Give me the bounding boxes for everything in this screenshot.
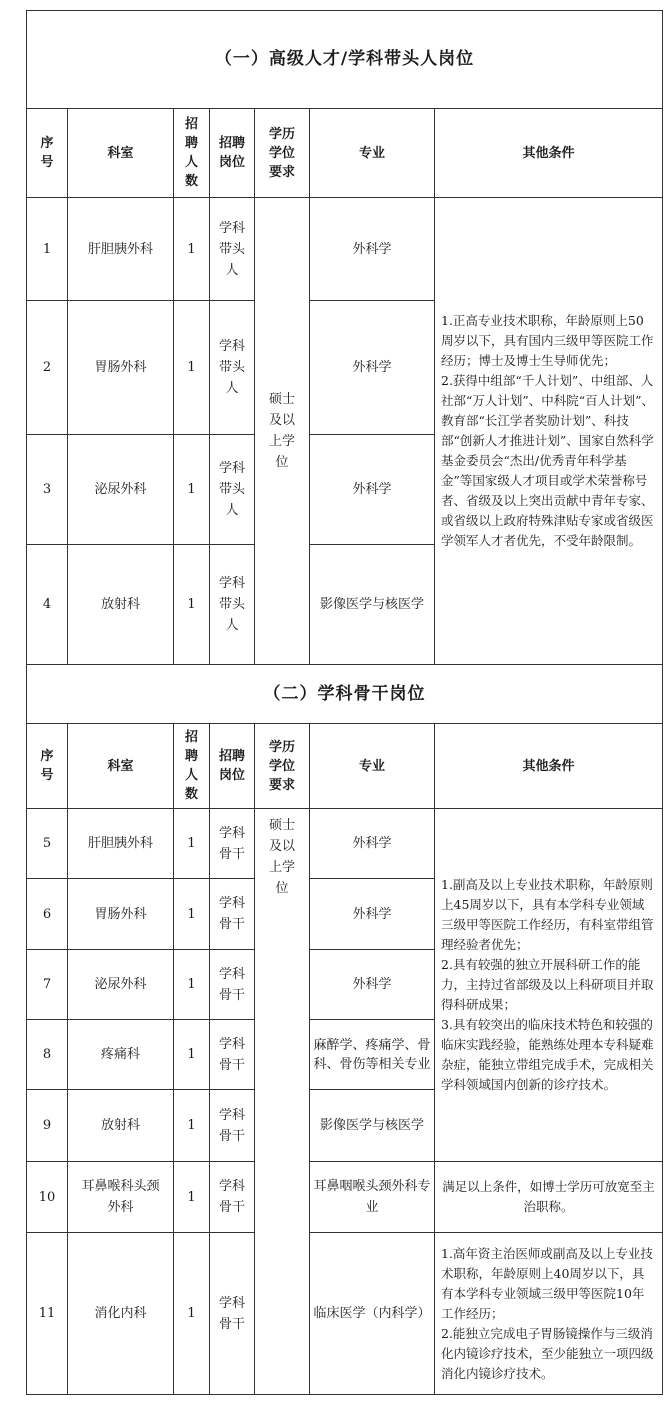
section2-other-conditions: 1.副高及以上专业技术职称，年龄原则上45周岁以下，具有本学科专业领域三级甲等医院工作经历，有科室带组管理经验者优先； 2.具有较强的独立开展科研工作的能力，主持过省部级及以上科研项目并取得科研成果； 3.具有较突出的临床技术特色和较强的临床实践经验，能熟练处理本专科疑难杂症，能独立带组完成手术，完成相关学科领域国内创新的诊疗技术。 bbox=[435, 809, 663, 1162]
row-count: 1 bbox=[174, 1090, 210, 1162]
row-dept: 消化内科 bbox=[68, 1233, 174, 1395]
row-major: 临床医学（内科学） bbox=[310, 1233, 435, 1395]
row-major: 外科学 bbox=[310, 950, 435, 1020]
row-post: 学科骨干 bbox=[210, 1162, 255, 1233]
row-dept: 胃肠外科 bbox=[68, 879, 174, 950]
section2-title: （二）学科骨干岗位 bbox=[27, 665, 663, 724]
section2-other-phd-note: 满足以上条件，如博士学历可放宽至主治职称。 bbox=[435, 1162, 663, 1233]
row-major: 外科学 bbox=[310, 809, 435, 879]
section2-other-gi-conditions: 1.高年资主治医师或副高及以上专业技术职称，年龄原则上40周岁以下，具有本学科专业领域三级甲等医院10年工作经历； 2.能独立完成电子胃肠镜操作与三级消化内镜诊疗技术，至少能独立一项四级消化内镜诊疗技术。 bbox=[435, 1233, 663, 1395]
row-seq: 3 bbox=[27, 435, 68, 545]
section2-degree: 硕士及以上学位 bbox=[255, 809, 310, 1395]
table-row bbox=[27, 809, 663, 879]
row-post: 学科带头人 bbox=[210, 198, 255, 301]
row-major: 影像医学与核医学 bbox=[310, 545, 435, 665]
header-seq: 序号 bbox=[27, 724, 68, 809]
row-major: 麻醉学、疼痛学、骨科、骨伤等相关专业 bbox=[310, 1020, 435, 1090]
header-dept: 科室 bbox=[68, 109, 174, 198]
row-major: 外科学 bbox=[310, 435, 435, 545]
header-other: 其他条件 bbox=[435, 109, 663, 198]
row-post: 学科带头人 bbox=[210, 435, 255, 545]
header-count: 招聘人数 bbox=[174, 724, 210, 809]
row-dept: 耳鼻喉科头颈外科 bbox=[68, 1162, 174, 1233]
row-post: 学科带头人 bbox=[210, 545, 255, 665]
row-dept: 胃肠外科 bbox=[68, 301, 174, 435]
row-count: 1 bbox=[174, 809, 210, 879]
row-post: 学科骨干 bbox=[210, 950, 255, 1020]
row-count: 1 bbox=[174, 301, 210, 435]
row-dept: 放射科 bbox=[68, 545, 174, 665]
row-seq: 11 bbox=[27, 1233, 68, 1395]
row-post: 学科骨干 bbox=[210, 879, 255, 950]
row-seq: 7 bbox=[27, 950, 68, 1020]
header-dept: 科室 bbox=[68, 724, 174, 809]
table-row bbox=[27, 1233, 663, 1395]
row-post: 学科骨干 bbox=[210, 1020, 255, 1090]
header-other: 其他条件 bbox=[435, 724, 663, 809]
row-dept: 肝胆胰外科 bbox=[68, 809, 174, 879]
row-post: 学科带头人 bbox=[210, 301, 255, 435]
row-count: 1 bbox=[174, 435, 210, 545]
header-post: 招聘岗位 bbox=[210, 109, 255, 198]
section1-header-row bbox=[27, 109, 663, 198]
row-seq: 1 bbox=[27, 198, 68, 301]
section1-other-conditions: 1.正高专业技术职称，年龄原则上50周岁以下，具有国内三级甲等医院工作经历；博士及博士生导师优先； 2.获得中组部“千人计划”、中组部、人社部“万人计划”、中科院“百人计划”、教育部“长江学者奖励计划”、科技部“创新人才推进计划”、国家自然科学基金委员会“杰出/优秀青年科学基金”等国家级人才项目或学术荣誉称号者、省级及以上突出贡献中青年专家、或省级以上政府特殊津贴专家或省级医学领军人才者优先，不受年龄限制。 bbox=[435, 198, 663, 665]
row-major: 外科学 bbox=[310, 879, 435, 950]
header-degree: 学历学位要求 bbox=[255, 724, 310, 809]
row-dept: 泌尿外科 bbox=[68, 950, 174, 1020]
row-dept: 肝胆胰外科 bbox=[68, 198, 174, 301]
row-count: 1 bbox=[174, 1233, 210, 1395]
row-major: 外科学 bbox=[310, 198, 435, 301]
row-dept: 放射科 bbox=[68, 1090, 174, 1162]
row-count: 1 bbox=[174, 1162, 210, 1233]
table-row bbox=[27, 198, 663, 301]
row-dept: 疼痛科 bbox=[68, 1020, 174, 1090]
header-major: 专业 bbox=[310, 109, 435, 198]
header-degree: 学历学位要求 bbox=[255, 109, 310, 198]
row-seq: 2 bbox=[27, 301, 68, 435]
header-seq: 序号 bbox=[27, 109, 68, 198]
section2-header-row bbox=[27, 724, 663, 809]
section2-title-row bbox=[27, 665, 663, 724]
row-seq: 4 bbox=[27, 545, 68, 665]
header-post: 招聘岗位 bbox=[210, 724, 255, 809]
row-count: 1 bbox=[174, 198, 210, 301]
row-count: 1 bbox=[174, 1020, 210, 1090]
row-major: 影像医学与核医学 bbox=[310, 1090, 435, 1162]
row-major: 耳鼻咽喉头颈外科专业 bbox=[310, 1162, 435, 1233]
header-count: 招聘人数 bbox=[174, 109, 210, 198]
row-seq: 6 bbox=[27, 879, 68, 950]
row-dept: 泌尿外科 bbox=[68, 435, 174, 545]
row-major: 外科学 bbox=[310, 301, 435, 435]
row-post: 学科骨干 bbox=[210, 809, 255, 879]
header-major: 专业 bbox=[310, 724, 435, 809]
row-count: 1 bbox=[174, 950, 210, 1020]
recruitment-document bbox=[26, 10, 662, 1408]
row-post: 学科骨干 bbox=[210, 1233, 255, 1395]
section1-title-row bbox=[27, 11, 663, 109]
table-row bbox=[27, 1162, 663, 1233]
row-seq: 8 bbox=[27, 1020, 68, 1090]
row-count: 1 bbox=[174, 545, 210, 665]
row-post: 学科骨干 bbox=[210, 1090, 255, 1162]
section1-degree: 硕士及以上学位 bbox=[255, 198, 310, 665]
recruitment-table bbox=[26, 10, 663, 1395]
row-count: 1 bbox=[174, 879, 210, 950]
row-seq: 5 bbox=[27, 809, 68, 879]
row-seq: 10 bbox=[27, 1162, 68, 1233]
section1-title: （一）高级人才/学科带头人岗位 bbox=[27, 11, 663, 109]
row-seq: 9 bbox=[27, 1090, 68, 1162]
